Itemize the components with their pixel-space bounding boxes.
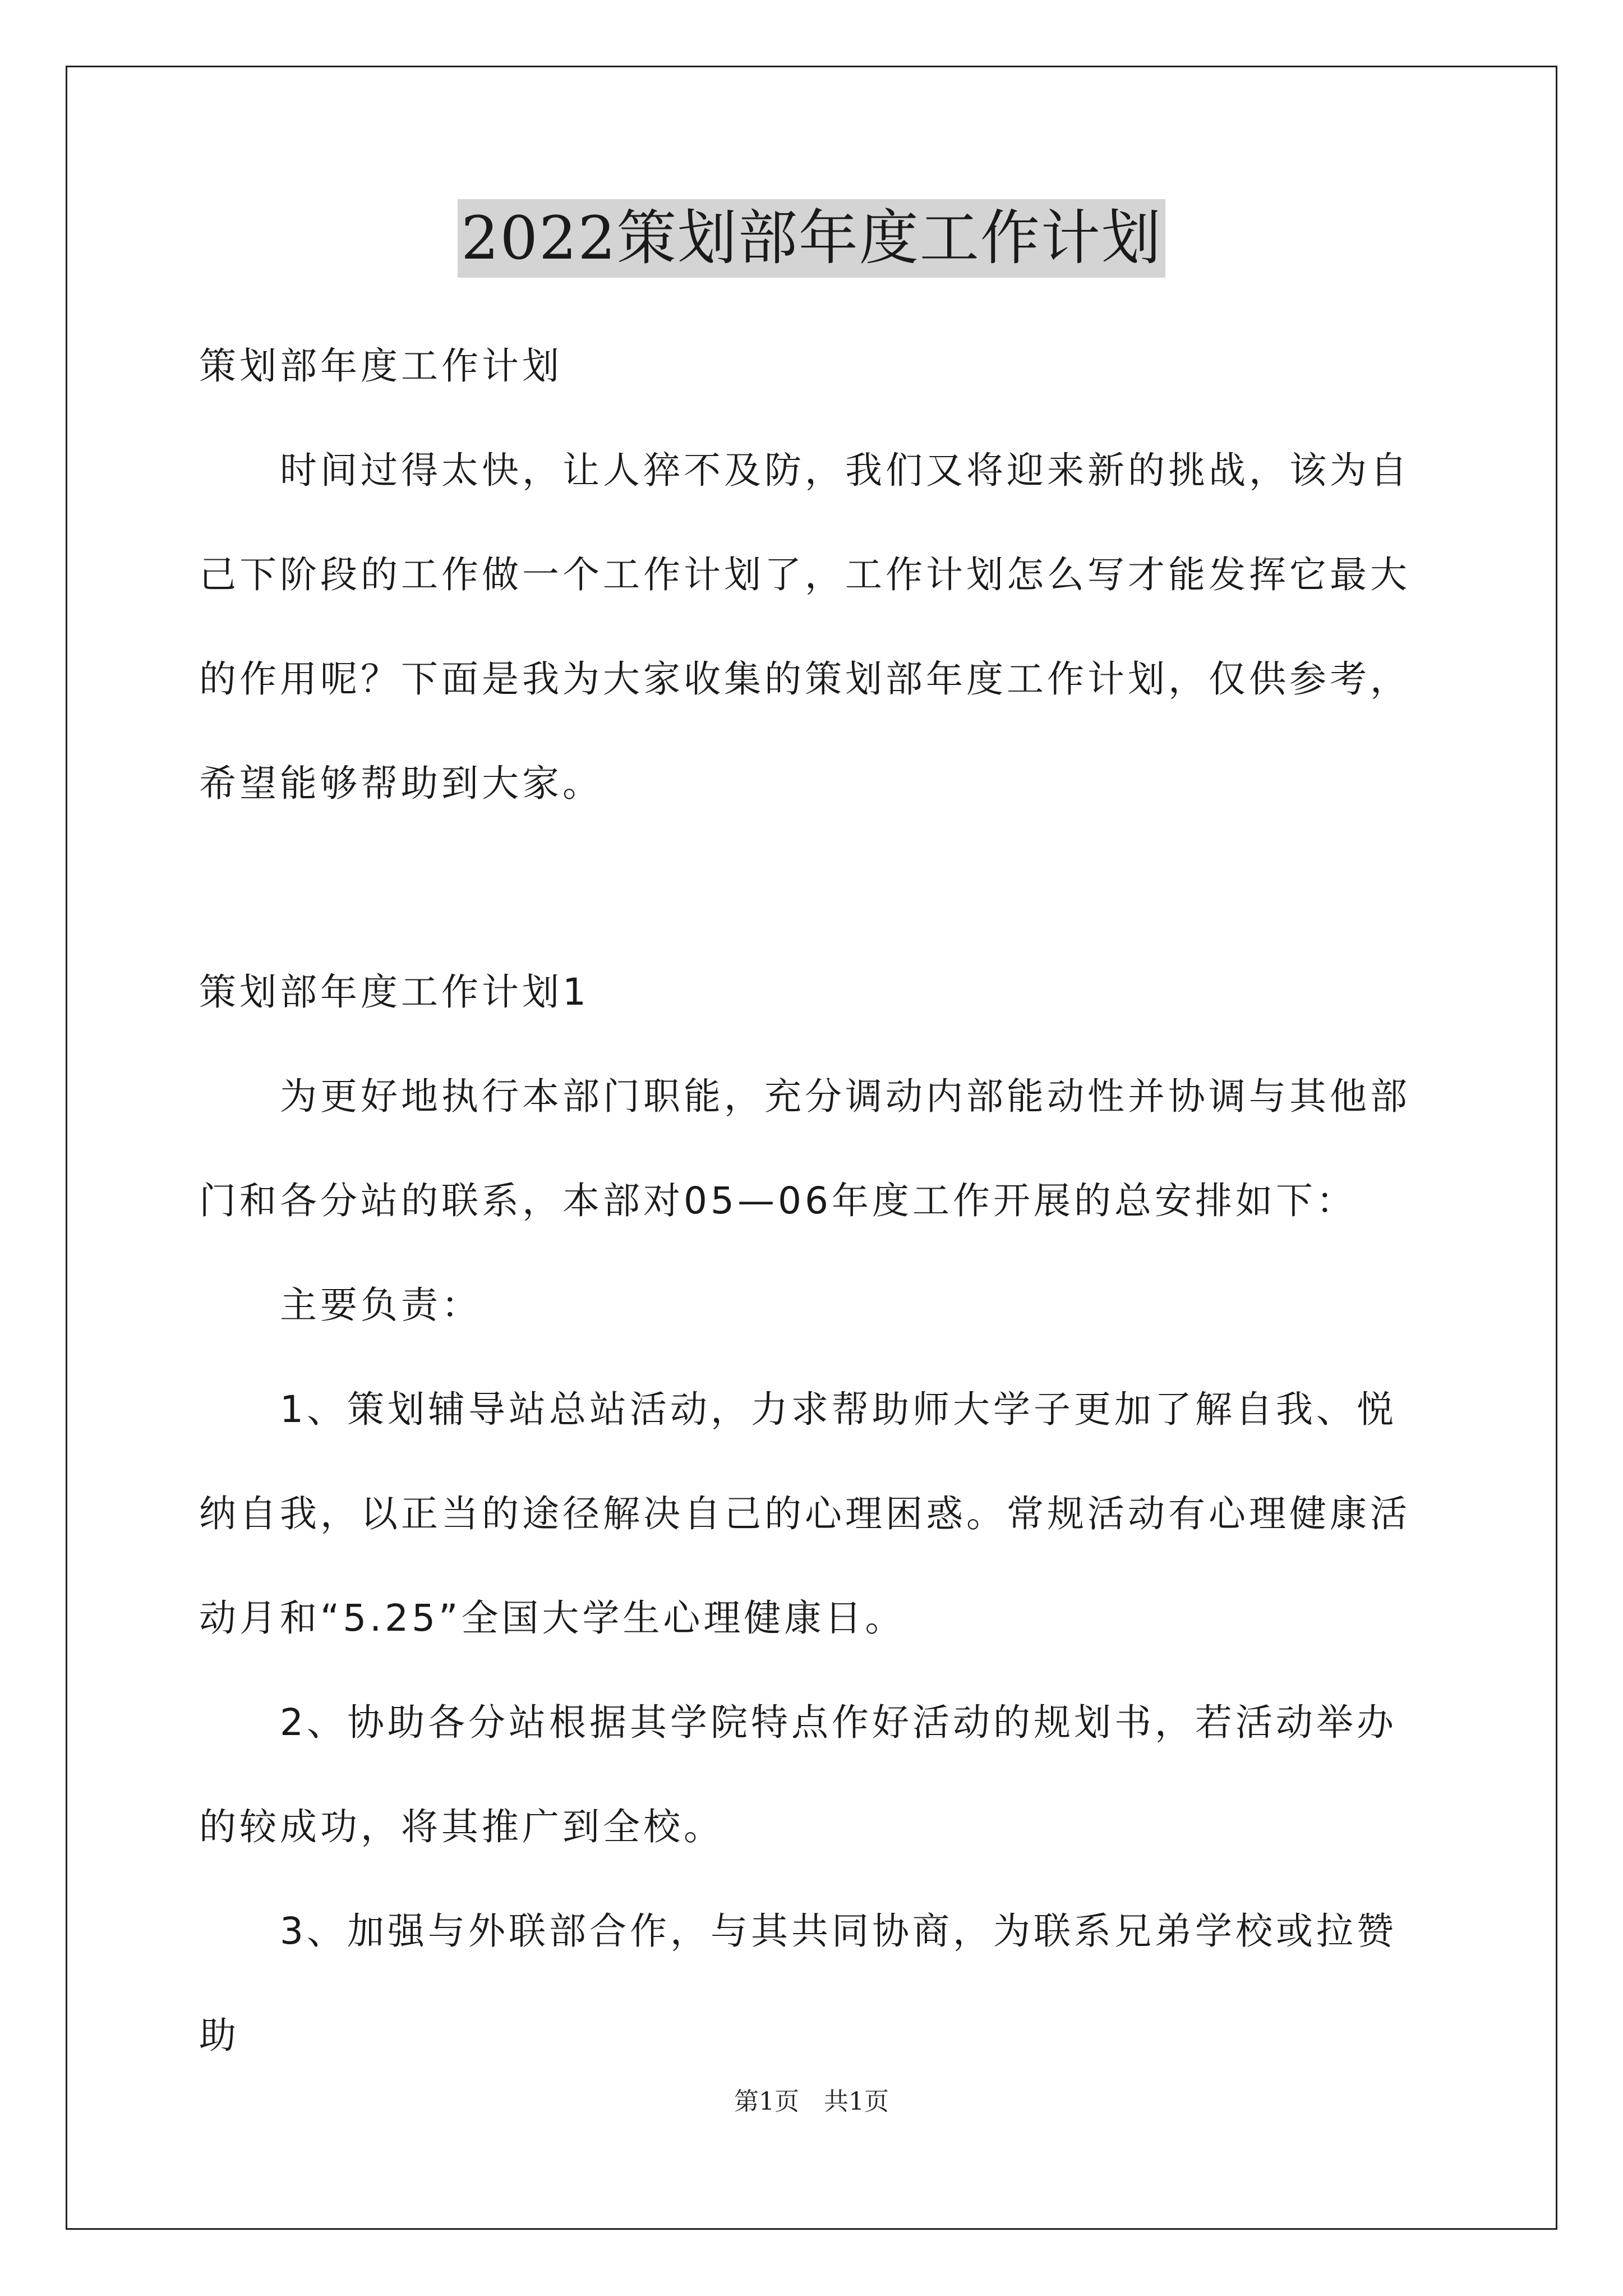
intro-paragraph: 时间过得太快，让人猝不及防，我们又将迎来新的挑战，该为自己下阶段的工作做一个工作计划了，工作计划怎么写才能发挥它最大的作用呢？下面是我为大家收集的策划部年度工作计划，仅供参考，希望能够帮助到大家。 <box>199 449 1410 805</box>
page-footer: 第1页 共1页 <box>734 2087 889 2116</box>
subtitle: 策划部年度工作计划 <box>199 344 562 388</box>
document-title: 2022策划部年度工作计划 <box>458 199 1165 278</box>
section-heading: 策划部年度工作计划1 <box>199 970 589 1014</box>
list-item-3: 3、加强与外联部合作，与其共同协商，为联系兄弟学校或拉赞助 <box>199 1910 1397 2057</box>
duties-label: 主要负责： <box>280 1283 482 1327</box>
section-intro-paragraph: 为更好地执行本部门职能，充分调动内部能动性并协调与其他部门和各分站的联系，本部对05—06年度工作开展的总安排如下： <box>199 1075 1410 1222</box>
list-item-2: 2、协助各分站根据其学院特点作好活动的规划书，若活动举办的较成功，将其推广到全校。 <box>199 1701 1397 1848</box>
document-body <box>199 314 1427 2088</box>
title-container <box>0 199 1623 278</box>
spacer <box>199 836 1427 940</box>
list-item-1: 1、策划辅导站总站活动，力求帮助师大学子更加了解自我、悦纳自我，以正当的途径解决自己的心理困惑。常规活动有心理健康活动月和“5.25”全国大学生心理健康日。 <box>199 1388 1410 1640</box>
